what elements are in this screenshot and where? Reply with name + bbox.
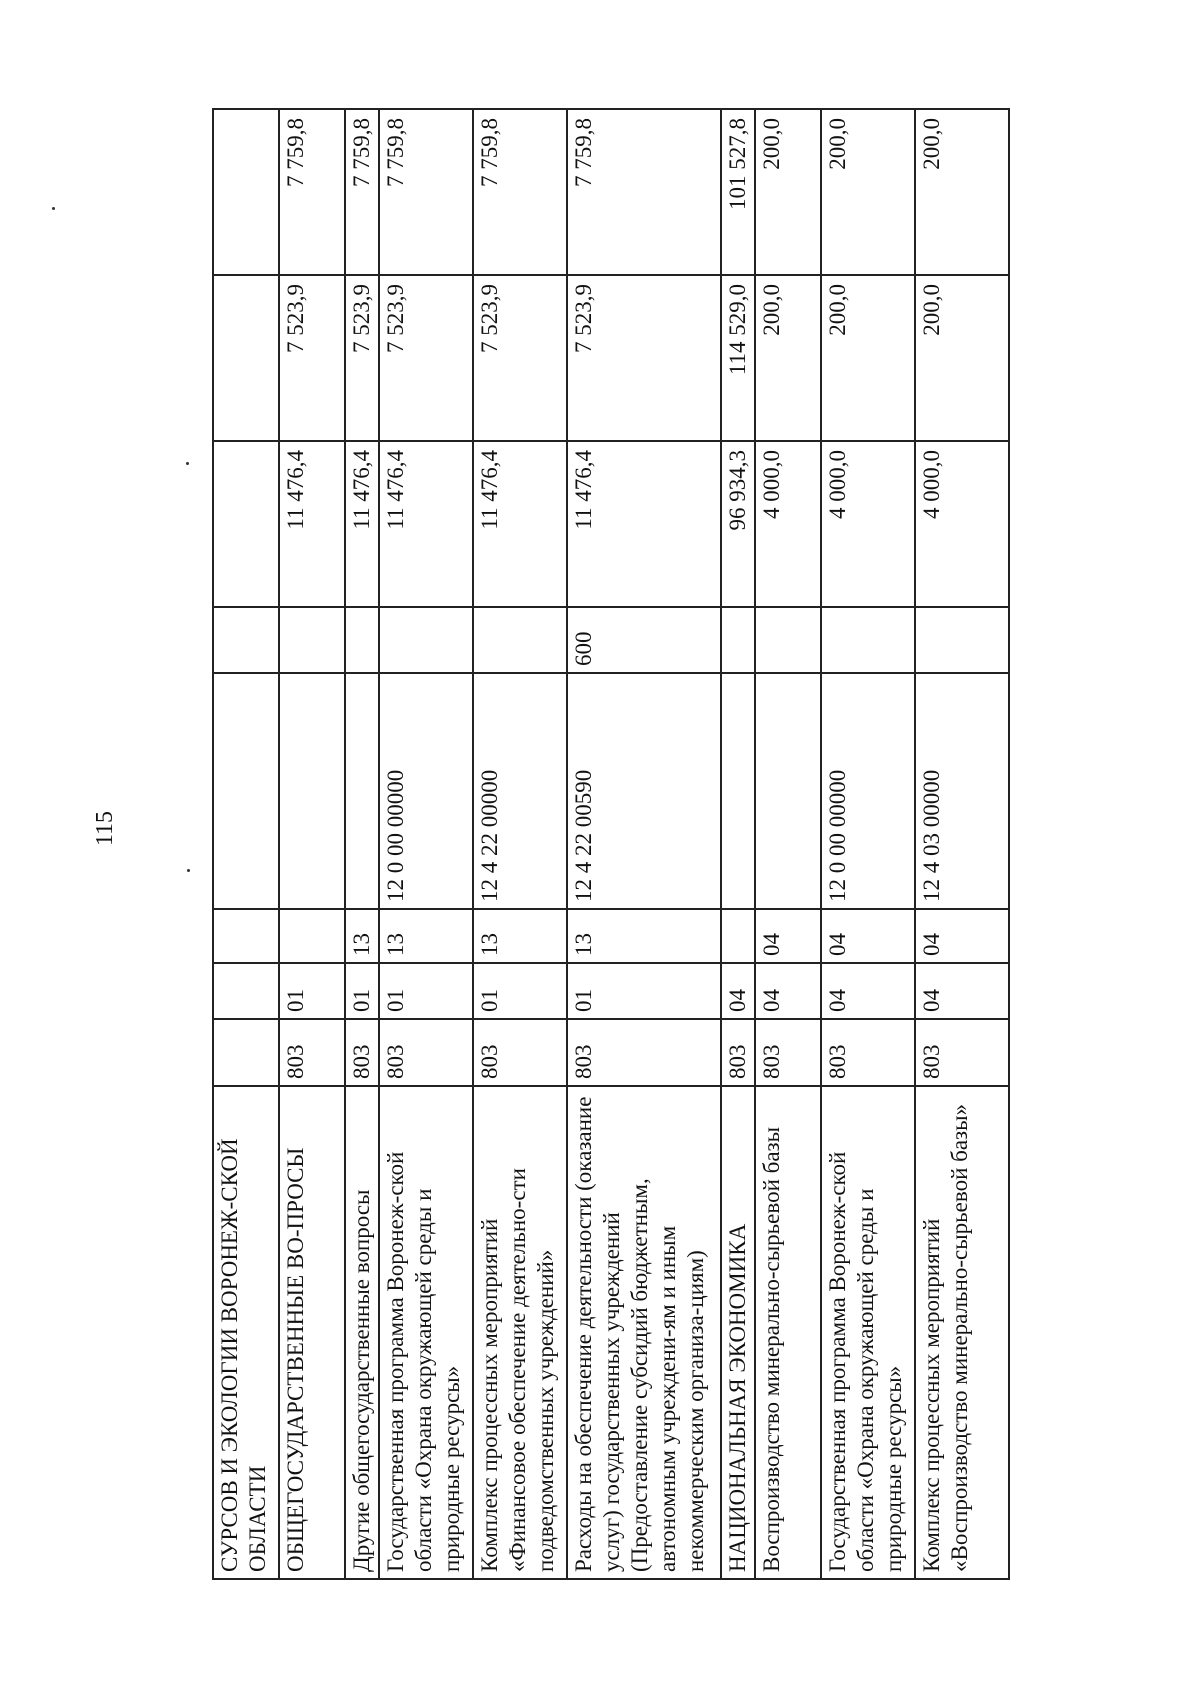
table-row — [473, 109, 567, 1579]
row-target-article: 12 0 00 00000 — [821, 673, 915, 909]
row-amount-year2: 7 523,9 — [567, 275, 721, 441]
row-amount-year3: 7 759,8 — [345, 109, 379, 275]
row-name: СУРСОВ И ЭКОЛОГИИ ВОРОНЕЖ-СКОЙ ОБЛАСТИ — [213, 1086, 279, 1579]
row-grbs: 803 — [821, 1019, 915, 1086]
row-target-article — [755, 673, 821, 909]
row-amount-year1: 4 000,0 — [821, 441, 915, 607]
row-section — [213, 963, 279, 1019]
row-amount-year2: 7 523,9 — [379, 275, 473, 441]
row-amount-year2: 200,0 — [821, 275, 915, 441]
row-name: ОБЩЕГОСУДАРСТВЕННЫЕ ВО-ПРОСЫ — [279, 1086, 345, 1579]
row-amount-year1: 11 476,4 — [279, 441, 345, 607]
row-name: Комплекс процессных мероприятий «Финансовое обеспечение деятельно-сти подведомственных учреждений» — [473, 1086, 567, 1579]
row-section: 01 — [279, 963, 345, 1019]
table-row — [379, 109, 473, 1579]
row-target-article: 12 4 22 00000 — [473, 673, 567, 909]
row-name: Воспроизводство минерально-сырьевой базы — [755, 1086, 821, 1579]
table-row — [915, 109, 1009, 1579]
table-row — [279, 109, 345, 1579]
scan-speck — [186, 462, 189, 465]
row-expense-type — [213, 607, 279, 673]
row-grbs: 803 — [755, 1019, 821, 1086]
table-row — [821, 109, 915, 1579]
scan-speck — [187, 869, 190, 872]
row-amount-year1 — [213, 441, 279, 607]
row-subsection: 04 — [755, 909, 821, 963]
row-amount-year1: 96 934,3 — [721, 441, 755, 607]
row-amount-year2: 114 529,0 — [721, 275, 755, 441]
row-target-article — [721, 673, 755, 909]
row-subsection: 04 — [915, 909, 1009, 963]
row-grbs: 803 — [721, 1019, 755, 1086]
row-subsection: 13 — [473, 909, 567, 963]
row-expense-type — [721, 607, 755, 673]
row-amount-year1: 4 000,0 — [755, 441, 821, 607]
row-expense-type — [345, 607, 379, 673]
row-target-article: 12 4 03 00000 — [915, 673, 1009, 909]
row-amount-year3: 7 759,8 — [567, 109, 721, 275]
row-target-article — [345, 673, 379, 909]
row-amount-year3: 101 527,8 — [721, 109, 755, 275]
table-row — [213, 109, 279, 1579]
row-target-article: 12 0 00 00000 — [379, 673, 473, 909]
row-amount-year3: 200,0 — [755, 109, 821, 275]
row-name: Расходы на обеспечение деятельности (оказание услуг) государственных учреждений (Предоставление субсидий бюджетным, автономным учреждени-ям и иным некоммерческим организа-циям) — [567, 1086, 721, 1579]
row-section: 01 — [345, 963, 379, 1019]
row-subsection: 13 — [345, 909, 379, 963]
row-amount-year1: 11 476,4 — [379, 441, 473, 607]
row-name: НАЦИОНАЛЬНАЯ ЭКОНОМИКА — [721, 1086, 755, 1579]
row-grbs: 803 — [279, 1019, 345, 1086]
row-amount-year3: 7 759,8 — [379, 109, 473, 275]
row-amount-year2: 200,0 — [755, 275, 821, 441]
row-subsection: 13 — [567, 909, 721, 963]
table-row — [567, 109, 721, 1579]
row-name: Комплекс процессных мероприятий «Воспроизводство минерально-сырьевой базы» — [915, 1086, 1009, 1579]
row-section: 01 — [567, 963, 721, 1019]
row-name: Государственная программа Воронеж-ской области «Охрана окружающей среды и природные ресурсы» — [821, 1086, 915, 1579]
row-amount-year3: 7 759,8 — [473, 109, 567, 275]
row-target-article — [213, 673, 279, 909]
row-grbs — [213, 1019, 279, 1086]
row-amount-year2: 200,0 — [915, 275, 1009, 441]
scan-speck — [52, 207, 55, 210]
row-expense-type — [379, 607, 473, 673]
row-amount-year1: 11 476,4 — [473, 441, 567, 607]
row-expense-type: 600 — [567, 607, 721, 673]
row-section: 01 — [379, 963, 473, 1019]
row-amount-year1: 4 000,0 — [915, 441, 1009, 607]
row-expense-type — [279, 607, 345, 673]
row-subsection: 13 — [379, 909, 473, 963]
row-amount-year3: 200,0 — [821, 109, 915, 275]
row-target-article — [279, 673, 345, 909]
table-row — [721, 109, 755, 1579]
row-grbs: 803 — [915, 1019, 1009, 1086]
row-expense-type — [821, 607, 915, 673]
row-grbs: 803 — [345, 1019, 379, 1086]
row-subsection — [721, 909, 755, 963]
row-amount-year3: 7 759,8 — [279, 109, 345, 275]
row-section: 04 — [755, 963, 821, 1019]
row-amount-year2: 7 523,9 — [473, 275, 567, 441]
row-amount-year3: 200,0 — [915, 109, 1009, 275]
row-grbs: 803 — [473, 1019, 567, 1086]
row-section: 04 — [915, 963, 1009, 1019]
budget-table — [212, 108, 1010, 1580]
row-section: 01 — [473, 963, 567, 1019]
row-target-article: 12 4 22 00590 — [567, 673, 721, 909]
row-subsection — [213, 909, 279, 963]
page-number: 115 — [92, 810, 119, 847]
table-frame — [212, 110, 1102, 1580]
row-amount-year3 — [213, 109, 279, 275]
row-expense-type — [915, 607, 1009, 673]
table-row — [755, 109, 821, 1579]
row-subsection: 04 — [821, 909, 915, 963]
row-amount-year1: 11 476,4 — [345, 441, 379, 607]
row-amount-year2: 7 523,9 — [279, 275, 345, 441]
row-amount-year2: 7 523,9 — [345, 275, 379, 441]
row-section: 04 — [821, 963, 915, 1019]
row-expense-type — [755, 607, 821, 673]
row-section: 04 — [721, 963, 755, 1019]
row-name: Другие общегосударственные вопросы — [345, 1086, 379, 1579]
row-expense-type — [473, 607, 567, 673]
row-amount-year2 — [213, 275, 279, 441]
row-amount-year1: 11 476,4 — [567, 441, 721, 607]
row-subsection — [279, 909, 345, 963]
row-grbs: 803 — [379, 1019, 473, 1086]
row-name: Государственная программа Воронеж-ской области «Охрана окружающей среды и природные ресурсы» — [379, 1086, 473, 1579]
row-grbs: 803 — [567, 1019, 721, 1086]
table-row — [345, 109, 379, 1579]
